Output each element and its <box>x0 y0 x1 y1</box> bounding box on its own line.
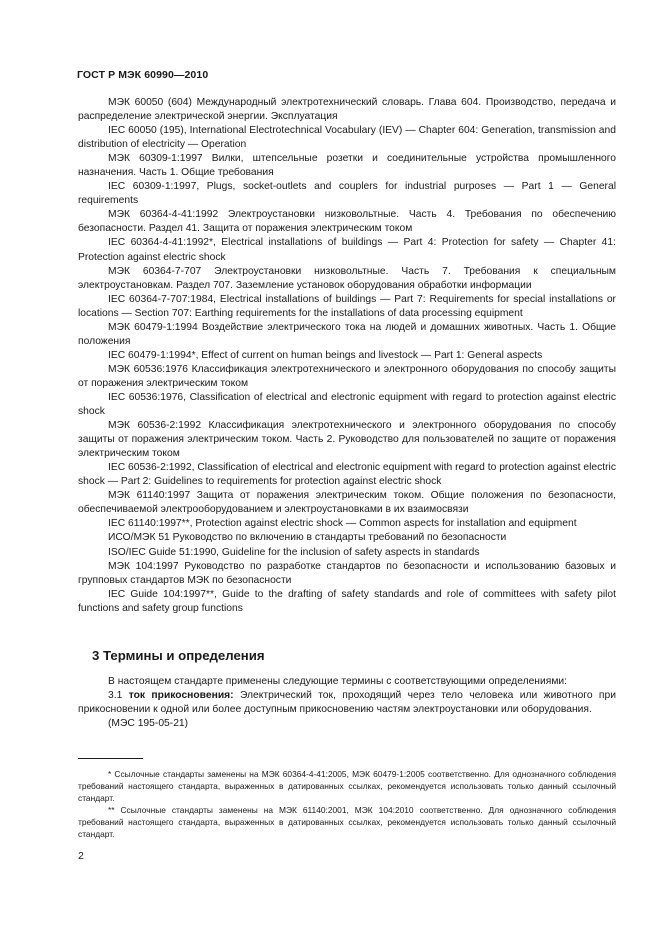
page-number: 2 <box>78 850 84 862</box>
reference-item: МЭК 60479-1:1994 Воздействие электрического тока на людей и домашних животных. Часть 1. Общие положения <box>78 321 616 347</box>
reference-item: МЭК 61140:1997 Защита от поражения электрическим током. Общие положения по безопасности, обеспечиваемой электрооборудованием и электроустановками в их взаимосвязи <box>78 490 616 516</box>
footnote-divider <box>78 758 143 759</box>
reference-item: IEC 60309-1:1997, Plugs, socket-outlets and couplers for industrial purposes — Part 1 — General requirements <box>78 181 616 207</box>
term-definition-paragraph <box>78 689 616 717</box>
reference-item: МЭК 60536:1976 Классификация электротехнического и электронного оборудования по способу защиты от поражения электрическим током <box>78 363 616 389</box>
reference-item: ISO/IEC Guide 51:1990, Guideline for the inclusion of safety aspects in standards <box>108 546 480 558</box>
reference-item: IEC 60536:1976, Classification of electrical and electronic equipment with regard to protection against electric shock <box>78 391 616 418</box>
reference-item: МЭК 60536-2:1992 Классификация электротехнического и электронного оборудования по способу защиты от поражения электрическим током. Часть 2. Руководство для пользователей по защите от поражения электрическим током <box>78 420 616 460</box>
reference-item: МЭК 60309-1:1997 Вилки, штепсельные розетки и соединительные устройства промышленного назначения. Часть 1. Общие требования <box>78 153 616 179</box>
reference-item: IEC 60050 (195), International Electrotechnical Vocabulary (IEV) — Chapter 604: Generation, transmission and distribution of electricity — Operation <box>78 125 616 151</box>
term-definition: Электрический ток, проходящий через тело человека или животного при прикосновении к одной или более доступным прикосновению частям электроустановки или оборудования. <box>78 690 616 716</box>
footnote: ** Ссылочные стандарты заменены на МЭК 61140:2001, МЭК 104:2010 соответственно. Для однозначного соблюдения требований настоящего стандарта, выраженных в датированных ссылках, рекомендуется использовать только данный ссылочный стандарт. <box>78 805 616 839</box>
reference-item: IEC 60364-4-41:1992*, Electrical installations of buildings — Part 4: Protection for safety — Chapter 41: Protection against electric shock <box>78 237 616 263</box>
footnotes <box>78 768 616 840</box>
reference-item: IEC 61140:1997**, Protection against electric shock — Common aspects for installation and equipment <box>108 518 577 530</box>
reference-item: МЭК 104:1997 Руководство по разработке стандартов по безопасности и использованию базовых и групповых стандартов МЭК по безопасности <box>78 560 616 586</box>
normative-references <box>78 96 616 616</box>
section-intro: В настоящем стандарте применены следующие термины с соответствующими определениями: <box>108 676 568 687</box>
document-header: ГОСТ Р МЭК 60990—2010 <box>77 69 209 81</box>
reference-item: IEC Guide 104:1997**, Guide to the drafting of safety standards and role of committees with safety pilot functions and safety group functions <box>78 588 616 614</box>
reference-item: IEC 60364-7-707:1984, Electrical installations of buildings — Part 7: Requirements for special installations or locations — Section 707: Earthing requirements for the installations of data processing equipment <box>78 293 616 319</box>
section-body <box>78 675 616 731</box>
reference-item: IEC 60479-1:1994*, Effect of current on human beings and livestock — Part 1: General aspects <box>108 349 543 361</box>
term-number: 3.1 <box>108 690 123 702</box>
reference-item: МЭК 60050 (604) Международный электротехнический словарь. Глава 604. Производство, передача и распределение электрической энергии. Эксплуатация <box>78 97 616 123</box>
term-source: (МЭС 195-05-21) <box>108 718 189 730</box>
reference-item: МЭК 60364-7-707 Электроустановки низковольтные. Часть 7. Требования к специальным электроустановкам. Раздел 707. Заземление установок оборудования обработки информации <box>78 265 616 291</box>
reference-item: МЭК 60364-4-41:1992 Электроустановки низковольтные. Часть 4. Требования по обеспечению безопасности. Раздел 41. Защита от поражения электрическим током <box>78 209 616 235</box>
term-name: ток прикосновения: <box>128 690 234 702</box>
section-heading: 3 Термины и определения <box>92 648 265 663</box>
footnote: * Ссылочные стандарты заменены на МЭК 60364-4-41:2005, МЭК 60479-1:2005 соответственно. Для однозначного соблюдения требований настоящего стандарта, выраженных в датированных ссылках, рекомендуется использовать только данный ссылочный стандарт. <box>78 769 616 803</box>
reference-item: IEC 60536-2:1992, Classification of electrical and electronic equipment with regard to protection against electric shock — Part 2: Guidelines to requirements for protection against electric shock <box>78 462 616 488</box>
reference-item: ИСО/МЭК 51 Руководство по включению в стандарты требований по безопасности <box>108 532 507 544</box>
